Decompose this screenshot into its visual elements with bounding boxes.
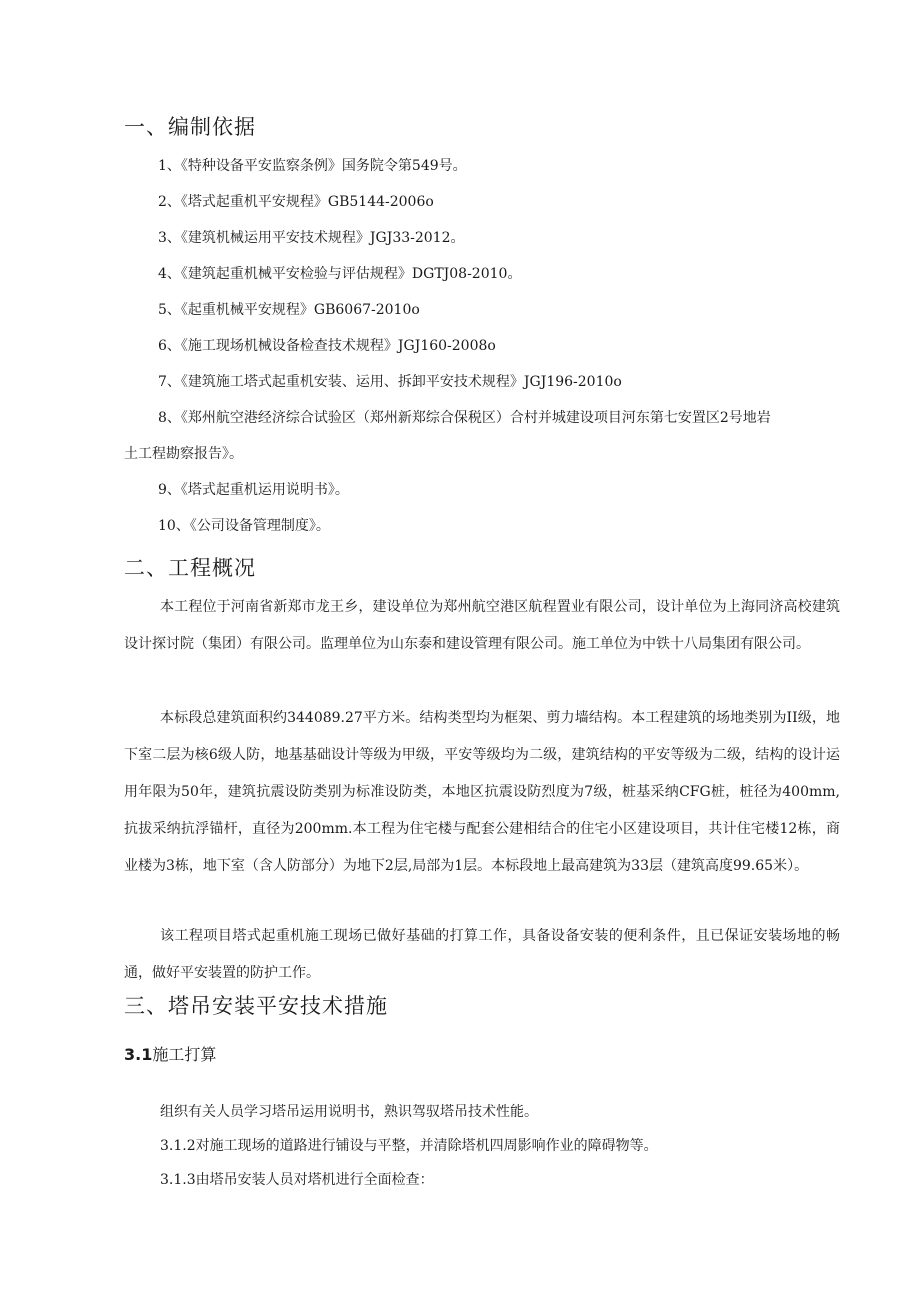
reference-item-9: 9、《塔式起重机运用说明书》。 bbox=[158, 482, 349, 498]
step-line-3: 3.1.3由塔吊安装人员对塔机进行全面检查： bbox=[160, 1172, 434, 1188]
overview-paragraph-1: 本工程位于河南省新郑市龙王乡，建设单位为郑州航空港区航程置业有限公司，设计单位为上海同济高校建筑设计探讨院（集团）有限公司。监理单位为山东泰和建设管理有限公司。施工单位为中铁十八局集团有限公司。 bbox=[124, 599, 840, 652]
reference-item-4: 4、《建筑起重机械平安检验与评估规程》DGTJ08-2010。 bbox=[158, 266, 522, 282]
subsection-number: 3.1 bbox=[124, 1045, 153, 1064]
reference-item-6: 6、《施工现场机械设备检查技术规程》JGJ160-2008o bbox=[158, 338, 496, 354]
reference-item-7: 7、《建筑施工塔式起重机安装、运用、拆卸平安技术规程》JGJ196-2010o bbox=[158, 374, 622, 390]
reference-item-8-continued: 土工程勘察报告》。 bbox=[124, 446, 243, 462]
overview-paragraph-3: 该工程项目塔式起重机施工现场已做好基础的打算工作，具备设备安装的便利条件，且已保证安装场地的畅通，做好平安装置的防护工作。 bbox=[124, 928, 840, 981]
section2-heading: 二、工程概况 bbox=[124, 556, 256, 580]
section3-heading: 三、塔吊安装平安技术措施 bbox=[124, 994, 388, 1018]
reference-item-5: 5、《起重机械平安规程》GB6067-2010o bbox=[158, 302, 420, 318]
step-line-1: 组织有关人员学习塔吊运用说明书，熟识驾驭塔吊技术性能。 bbox=[160, 1104, 538, 1120]
reference-item-8: 8、《郑州航空港经济综合试验区（郑州新郑综合保税区）合村并城建设项目河东第七安置区2号地岩 bbox=[158, 410, 771, 426]
subsection-title: 施工打算 bbox=[152, 1045, 217, 1064]
reference-item-3: 3、《建筑机械运用平安技术规程》JGJ33-2012。 bbox=[158, 230, 465, 246]
section1-heading: 一、编制依据 bbox=[124, 115, 256, 139]
subsection-3-1-heading bbox=[124, 1044, 216, 1066]
step-line-2: 3.1.2对施工现场的道路进行铺设与平整，并清除塔机四周影响作业的障碍物等。 bbox=[160, 1138, 658, 1154]
reference-item-2: 2、《塔式起重机平安规程》GB5144-2006o bbox=[158, 194, 434, 210]
reference-item-10: 10、《公司设备管理制度》。 bbox=[158, 518, 330, 534]
reference-item-1: 1、《特种设备平安监察条例》国务院令第549号。 bbox=[158, 158, 467, 174]
overview-paragraph-2: 本标段总建筑面积约344089.27平方米。结构类型均为框架、剪力墙结构。本工程建筑的场地类别为II级，地下室二层为核6级人防，地基基础设计等级为甲级，平安等级均为二级，建筑结构的平安等级为二级，结构的设计运用年限为50年，建筑抗震设防类别为标准设防类，本地区抗震设防烈度为7级，桩基采纳CFG桩，桩径为400mm,抗拔采纳抗浮锚杆，直径为200mm.本工程为住宅楼与配套公建相结合的住宅小区建设项目，共计住宅楼12栋，商业楼为3栋，地下室（含人防部分）为地下2层,局部为1层。本标段地上最高建筑为33层（建筑高度99.65米）。 bbox=[124, 710, 840, 874]
